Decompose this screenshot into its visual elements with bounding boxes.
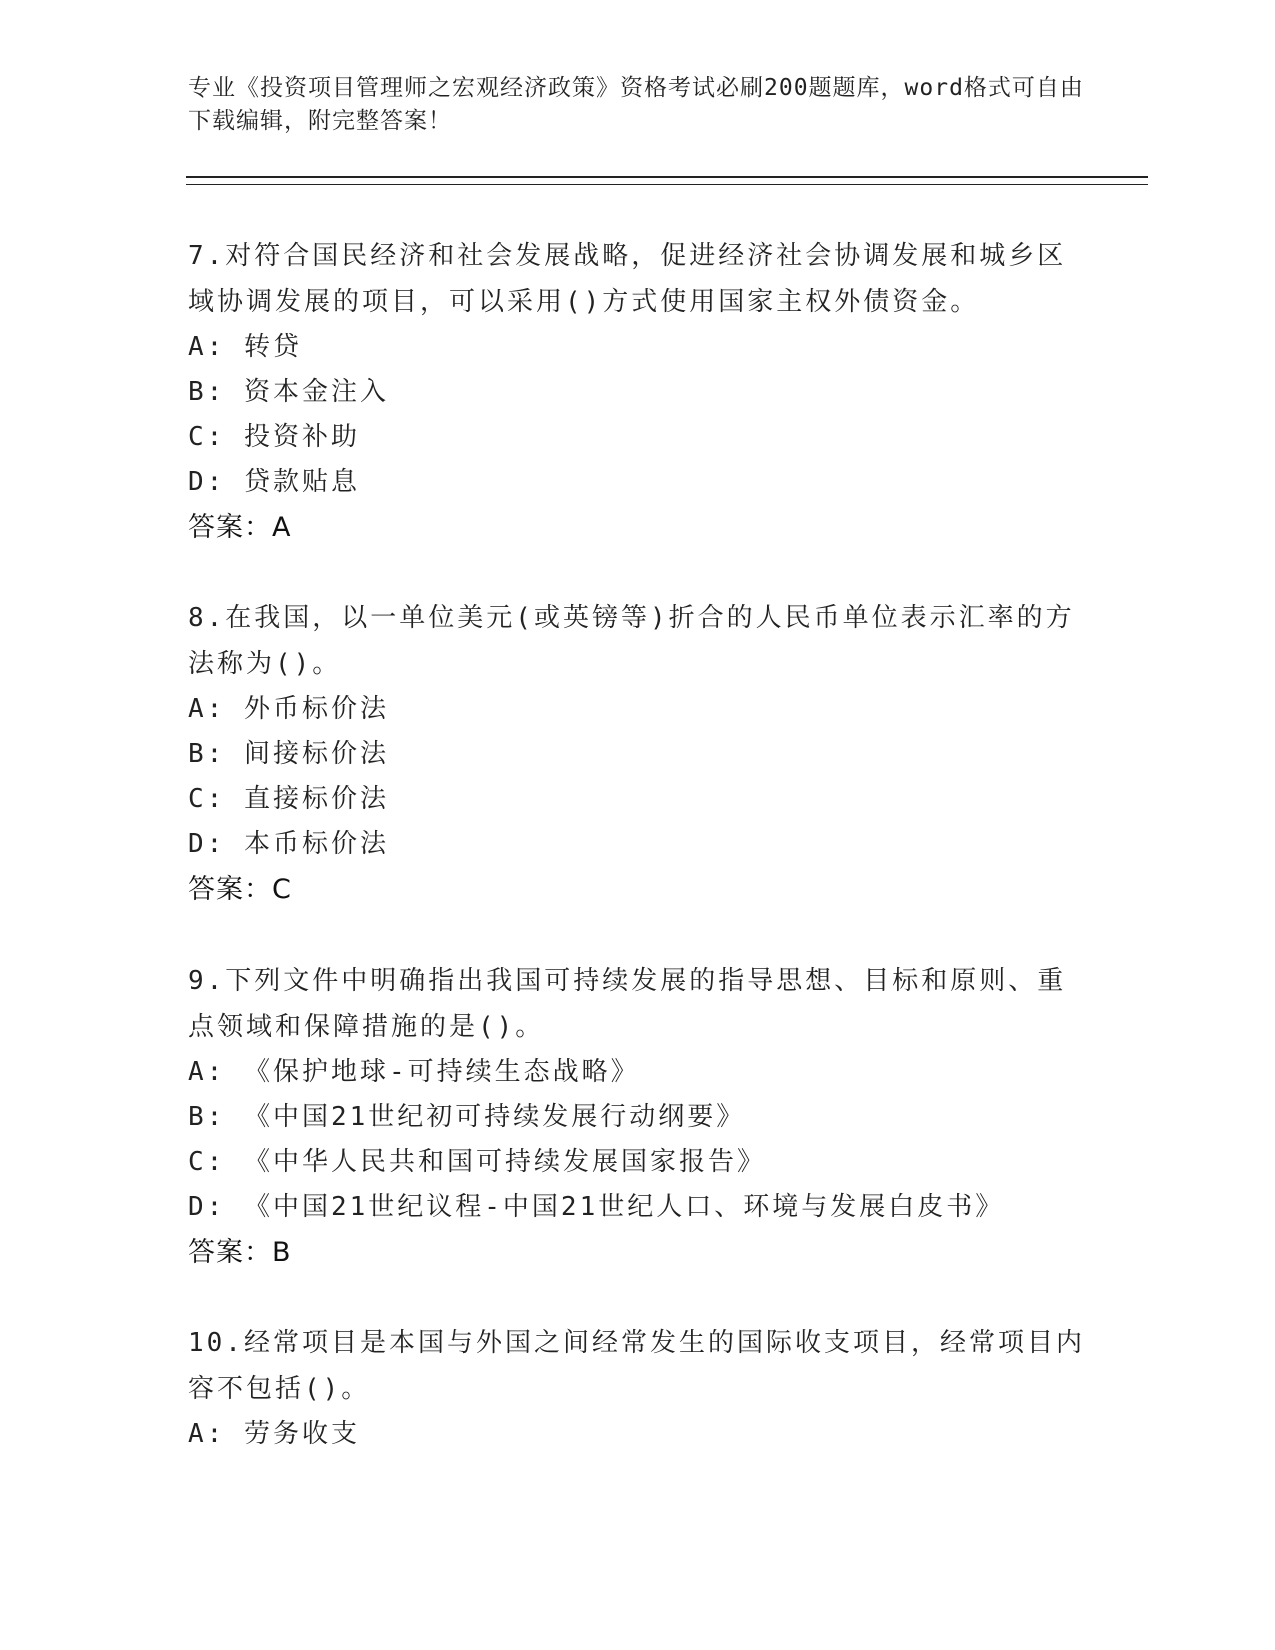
question-8 (188, 595, 1088, 912)
option-c: C: 《中华人民共和国可持续发展国家报告》 (188, 1147, 766, 1177)
question-stem: 10.经常项目是本国与外国之间经常发生的国际收支项目，经常项目内容不包括()。 (188, 1328, 1085, 1404)
question-10 (188, 1320, 1088, 1457)
answer: 答案：B (188, 1237, 292, 1268)
option-a: A: 外币标价法 (188, 694, 389, 724)
option-a: A: 转贷 (188, 332, 302, 362)
question-9 (188, 958, 1088, 1275)
option-d: D: 本币标价法 (188, 829, 389, 859)
option-c: C: 直接标价法 (188, 784, 389, 814)
answer: 答案：A (188, 512, 292, 543)
header-divider (186, 176, 1148, 185)
document-header: 专业《投资项目管理师之宏观经济政策》资格考试必刷200题题库，word格式可自由下载编辑，附完整答案！ (188, 75, 1084, 134)
option-b: B: 间接标价法 (188, 739, 389, 769)
answer: 答案：C (188, 874, 292, 905)
question-stem: 8.在我国，以一单位美元(或英镑等)折合的人民币单位表示汇率的方法称为()。 (188, 603, 1075, 679)
option-d: D: 《中国21世纪议程-中国21世纪人口、环境与发展白皮书》 (188, 1192, 1005, 1222)
option-b: B: 《中国21世纪初可持续发展行动纲要》 (188, 1102, 746, 1132)
option-b: B: 资本金注入 (188, 377, 389, 407)
option-c: C: 投资补助 (188, 422, 360, 452)
question-stem: 7.对符合国民经济和社会发展战略，促进经济社会协调发展和城乡区域协调发展的项目，可以采用()方式使用国家主权外债资金。 (188, 241, 1067, 317)
option-d: D: 贷款贴息 (188, 467, 360, 497)
option-a: A: 《保护地球-可持续生态战略》 (188, 1057, 640, 1087)
option-a: A: 劳务收支 (188, 1419, 360, 1449)
question-7 (188, 233, 1088, 550)
question-stem: 9.下列文件中明确指出我国可持续发展的指导思想、目标和原则、重点领域和保障措施的是()。 (188, 966, 1067, 1042)
